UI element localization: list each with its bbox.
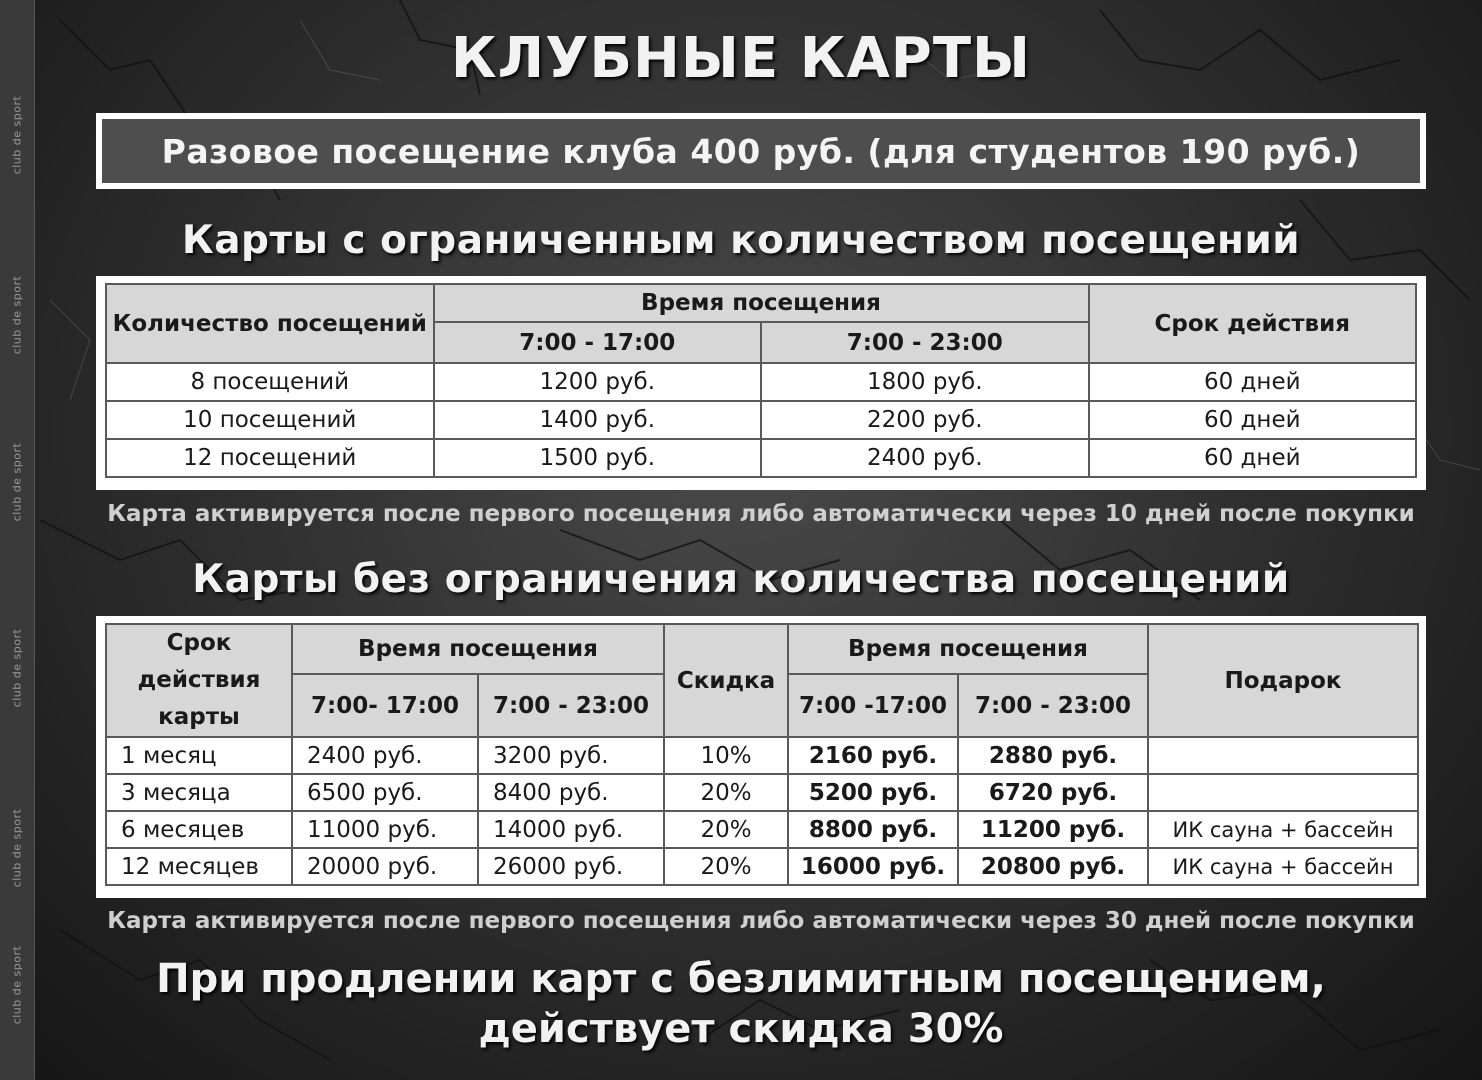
discount-cell: 10%: [664, 737, 788, 774]
limited-cards-heading: Карты с ограниченным количеством посещений: [181, 218, 1301, 263]
header-time-full: 7:00 - 23:00: [761, 322, 1089, 363]
price-full-discounted-cell: 20800 руб.: [958, 848, 1148, 885]
table-row: [106, 774, 1418, 811]
side-brand-label: club de sport: [10, 945, 24, 1025]
discount-cell: 20%: [664, 774, 788, 811]
header-visit-time: Время посещения: [292, 624, 664, 674]
price-day-cell: 2400 руб.: [292, 737, 478, 774]
price-full-cell: 26000 руб.: [478, 848, 664, 885]
discount-cell: 20%: [664, 848, 788, 885]
header-card-term: Срок действия карты: [106, 624, 292, 737]
price-full-cell: 8400 руб.: [478, 774, 664, 811]
gift-cell: [1148, 774, 1418, 811]
unlimited-activation-note: Карта активируется после первого посещения либо автоматически через 30 дней после покупки: [107, 908, 1415, 934]
side-brand-label: club de sport: [10, 95, 24, 175]
price-day-discounted-cell: 5200 руб.: [788, 774, 958, 811]
price-day-cell: 20000 руб.: [292, 848, 478, 885]
term-cell: 1 месяц: [106, 737, 292, 774]
table-row: [106, 737, 1418, 774]
discount-cell: 20%: [664, 811, 788, 848]
validity-cell: 60 дней: [1089, 401, 1417, 439]
renewal-discount-footer: [0, 954, 1482, 1054]
price-full-cell: 2200 руб.: [761, 401, 1089, 439]
price-day-discounted-cell: 2160 руб.: [788, 737, 958, 774]
footer-line-1: При продлении карт с безлимитным посещением,: [156, 956, 1326, 1002]
price-day-cell: 1200 руб.: [434, 363, 762, 401]
header-gift: Подарок: [1148, 624, 1418, 737]
gift-cell: [1148, 737, 1418, 774]
header-visit-time: Время посещения: [434, 284, 1089, 322]
term-cell: 3 месяца: [106, 774, 292, 811]
header-validity: Срок действия: [1089, 284, 1417, 363]
side-brand-label: club de sport: [10, 275, 24, 355]
side-brand-label: club de sport: [10, 628, 24, 708]
header-visit-count: Количество посещений: [106, 284, 434, 363]
price-full-cell: 2400 руб.: [761, 439, 1089, 477]
validity-cell: 60 дней: [1089, 439, 1417, 477]
price-day-cell: 1400 руб.: [434, 401, 762, 439]
header-time-full-discounted: 7:00 - 23:00: [958, 674, 1148, 737]
price-full-cell: 1800 руб.: [761, 363, 1089, 401]
table-row: [106, 848, 1418, 885]
price-day-cell: 1500 руб.: [434, 439, 762, 477]
side-brand-label: club de sport: [10, 442, 24, 522]
unlimited-cards-heading: Карты без ограничения количества посещений: [192, 557, 1290, 602]
header-discount: Скидка: [664, 624, 788, 737]
table-row: [106, 439, 1416, 477]
header-time-day-discounted: 7:00 -17:00: [788, 674, 958, 737]
limited-cards-table: [105, 283, 1417, 478]
single-visit-text: Разовое посещение клуба 400 руб. (для студентов 190 руб.): [102, 119, 1420, 183]
price-full-discounted-cell: 11200 руб.: [958, 811, 1148, 848]
table-row: [106, 811, 1418, 848]
visits-cell: 8 посещений: [106, 363, 434, 401]
table-row: [106, 401, 1416, 439]
footer-line-2: действует скидка 30%: [478, 1006, 1004, 1052]
header-time-day: 7:00- 17:00: [292, 674, 478, 737]
term-cell: 6 месяцев: [106, 811, 292, 848]
header-visit-time-discounted: Время посещения: [788, 624, 1148, 674]
gift-cell: ИК сауна + бассейн: [1148, 811, 1418, 848]
price-day-cell: 6500 руб.: [292, 774, 478, 811]
price-full-discounted-cell: 6720 руб.: [958, 774, 1148, 811]
price-day-discounted-cell: 16000 руб.: [788, 848, 958, 885]
page-title: КЛУБНЫЕ КАРТЫ: [450, 26, 1032, 91]
visits-cell: 12 посещений: [106, 439, 434, 477]
unlimited-cards-table: [105, 623, 1419, 886]
price-full-discounted-cell: 2880 руб.: [958, 737, 1148, 774]
price-full-cell: 14000 руб.: [478, 811, 664, 848]
term-cell: 12 месяцев: [106, 848, 292, 885]
limited-activation-note: Карта активируется после первого посещения либо автоматически через 10 дней после покупки: [107, 501, 1415, 527]
side-brand-label: club de sport: [10, 808, 24, 888]
single-visit-banner: [96, 113, 1426, 189]
header-time-day: 7:00 - 17:00: [434, 322, 762, 363]
table-row: [106, 363, 1416, 401]
price-day-discounted-cell: 8800 руб.: [788, 811, 958, 848]
side-brand-strip: [0, 0, 35, 1080]
visits-cell: 10 посещений: [106, 401, 434, 439]
limited-cards-table-frame: [96, 276, 1426, 490]
price-day-cell: 11000 руб.: [292, 811, 478, 848]
gift-cell: ИК сауна + бассейн: [1148, 848, 1418, 885]
unlimited-cards-table-frame: [96, 616, 1426, 898]
price-full-cell: 3200 руб.: [478, 737, 664, 774]
header-time-full: 7:00 - 23:00: [478, 674, 664, 737]
validity-cell: 60 дней: [1089, 363, 1417, 401]
